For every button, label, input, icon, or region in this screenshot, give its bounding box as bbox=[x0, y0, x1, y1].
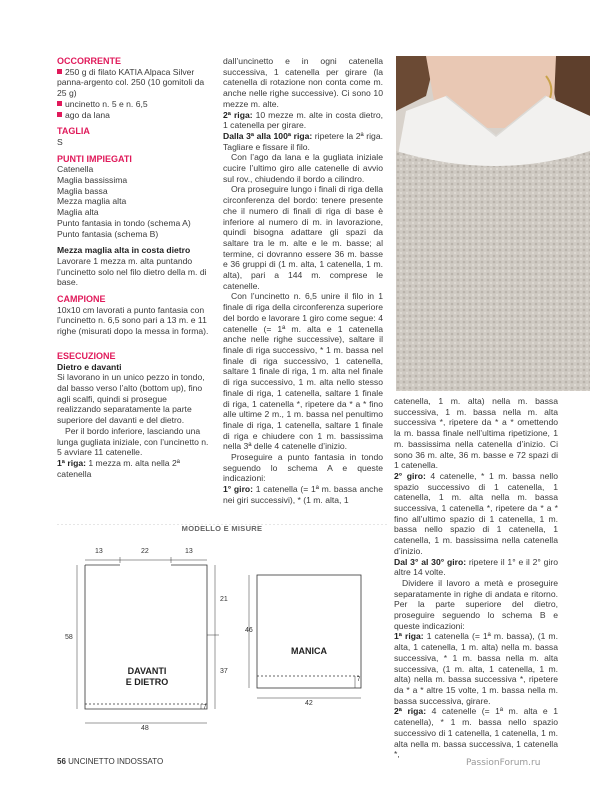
watermark: PassionForum.ru bbox=[466, 758, 541, 768]
stitch-item: Punto fantasia in tondo (schema A) bbox=[57, 217, 191, 228]
measure-label: 58 bbox=[65, 634, 73, 641]
section-heading-punti: PUNTI IMPIEGATI bbox=[57, 153, 132, 164]
left-column bbox=[57, 56, 212, 479]
front-back-label: DAVANTI E DIETRO bbox=[125, 666, 169, 687]
measure-label: 7 bbox=[203, 705, 207, 711]
magazine-title: UNCINETTO INDOSSATO bbox=[68, 757, 164, 766]
paragraph: Proseguire a punto fantasia in tondo seguendo lo schema A e queste indicazioni: bbox=[223, 452, 383, 484]
paragraph: Ora proseguire lungo i finali di riga della circonferenza del bordo: tenere presente che il numero di finali di riga di base è inferiore al numero di m. in lavorazione, quindi bisogna adattare gli spazi da saltare tra le m. alte e le m. basse; al termine, ci dovranno essere 36 m. basse e 36 gruppi di (1 m. alta, 1 catenella, 1 m. alta), pari a 144 m. comprese le catenelle. bbox=[223, 184, 383, 291]
measure-label: 37 bbox=[220, 668, 228, 675]
bullet-square-icon bbox=[57, 69, 62, 74]
paragraph: Con l’uncinetto n. 6,5 unire il filo in 1 finale di riga della circonferenza superiore del bordo e lavorare 1 giro come segue: 4 catenelle (= 1ª m. alta e 1 catenella anche nelle righe successive), saltare il finale di riga successivo, * 1 m. bassa nel finale di riga successivo, 1 catenella, saltare 1 finale di riga, 1 m. alta nel finale di riga successivo, 1 m. alta nello stesso finale di riga, 1 catenella, saltare 1 finale di riga, 1 catenella *, ripetere da * a * fino alle ultime 2 m., 1 m. bassa nel penultimo finale di riga, 1 catenella, saltare 1 finale di riga e chiudere con 1 m. bassissima nella 3ª delle 4 catenelle d’inizio. bbox=[223, 291, 383, 452]
stitch-item: Maglia alta bbox=[57, 207, 99, 218]
schematic-title: MODELLO E MISURE bbox=[181, 524, 263, 533]
section-heading-occorrente: OCCORRENTE bbox=[57, 56, 122, 66]
measure-label: 22 bbox=[141, 548, 149, 555]
stitch-item: Maglia bassa bbox=[57, 185, 108, 196]
paragraph: 1° giro: 1 catenella (= 1ª m. bassa anche nei giri successivi), * (1 m. alta, 1 bbox=[223, 484, 383, 505]
right-column bbox=[394, 396, 558, 760]
stitch-item: Punto fantasia (schema B) bbox=[57, 228, 159, 239]
paragraph: 1ª riga: 1 catenella (= 1ª m. bassa), (1 m. alta, 1 catenella, 1 m. alta) nella m. bassa successiva, * 1 m. bassa nella m. alta successiva, (1 m. alta, 1 catenella, 1 m. alta) nella m. bassa successiva *, ripetere da * a * altre 15 volte, 1 m. bassa nella m. bassa successiva, girare. bbox=[394, 631, 558, 706]
bullet-square-icon bbox=[57, 101, 62, 106]
subheading-mmacd: Mezza maglia alta in costa dietro bbox=[57, 245, 191, 256]
paragraph: Dalla 3ª alla 100ª riga: ripetere la 2ª riga. Tagliare e fissare il filo. bbox=[223, 130, 383, 152]
middle-column bbox=[223, 56, 383, 506]
paragraph: Per il bordo inferiore, lasciando una lunga gugliata iniziale, con l’uncinetto n. 5 avviare 11 catenelle. bbox=[57, 425, 209, 458]
sleeve-label: MANICA bbox=[291, 646, 327, 656]
measure-label: 13 bbox=[185, 548, 193, 555]
schematic-drawing bbox=[57, 524, 387, 742]
stitch-item: Maglia bassissima bbox=[57, 175, 128, 186]
paragraph: 2° giro: 4 catenelle, * 1 m. bassa nello spazio successivo di 1 catenella, 1 catenella, 1 m. alta nella m. bassa successiva, 1 catenella *, ripetere da * a * fino all’ultimo spazio di 1 catenella, 1 m. bassa nello spazio di 1 catenella, 1 catenella, 1 m. bassissima nella catenella d’inizio. bbox=[394, 470, 558, 556]
section-heading-taglia: TAGLIA bbox=[57, 126, 90, 137]
paragraph: 10x10 cm lavorati a punto fantasia con l’uncinetto n. 6,5 sono pari a 13 m. e 11 righe (misurati dopo la messa in forma). bbox=[57, 304, 209, 337]
paragraph: catenella, 1 m. alta) nella m. bassa successiva, 1 m. bassa nella m. alta successiva *, ripetere da * a * omettendo la m. bassa finale nell’ultima ripetizione, 1 m. bassissima nella catenella d’inizio. Ci sono 36 m. alte, 36 m. basse e 72 spazi di 1 catenella. bbox=[394, 396, 558, 471]
stitch-item: Mezza maglia alta bbox=[57, 196, 127, 207]
paragraph: Lavorare 1 mezza m. alta puntando l’uncinetto solo nel filo dietro della m. di base. bbox=[57, 255, 207, 288]
knit-vest-photo bbox=[396, 56, 590, 391]
paragraph: Con l’ago da lana e la gugliata iniziale cucire l’ultimo giro alle catenelle di avvio sul rov., chiudendo il bordo a cilindro. bbox=[223, 152, 383, 184]
measure-label: 48 bbox=[141, 725, 149, 732]
size-value: S bbox=[57, 136, 63, 147]
materials-item: ago da lana bbox=[57, 110, 212, 121]
subheading-dietro-davanti: Dietro e davanti bbox=[57, 361, 122, 372]
section-heading-campione: CAMPIONE bbox=[57, 294, 106, 305]
section-heading-esecuzione: ESECUZIONE bbox=[57, 350, 116, 361]
paragraph: Si lavorano in un unico pezzo in tondo, dal basso verso l’alto (bottom up), fino agli scalfi, quindi si prosegue realizzando separatamente la parte superiore del davanti e del dietro. bbox=[57, 372, 205, 426]
materials-item: uncinetto n. 5 e n. 6,5 bbox=[57, 99, 212, 110]
stitch-item: Catenella bbox=[57, 164, 94, 175]
measure-label: 7 bbox=[357, 677, 361, 683]
measure-label: 42 bbox=[305, 700, 313, 707]
bullet-square-icon bbox=[57, 112, 62, 117]
paragraph: 2ª riga: 4 catenelle (= 1ª m. alta e 1 catenella), * 1 m. bassa nello spazio successivo di 1 catenella, 1 catenella, 1 m. alta nella m. bassa successiva, 1 catenella *, bbox=[394, 706, 558, 760]
paragraph: Dividere il lavoro a metà e proseguire separatamente in righe di andata e ritorno. Per la parte superiore del dietro, proseguire seguendo lo schema B e queste indicazioni: bbox=[394, 577, 558, 631]
materials-item: 250 g di filato KATIA Alpaca Silver panna-argento col. 250 (10 gomitoli da 25 g) bbox=[57, 66, 205, 99]
measure-label: 13 bbox=[95, 548, 103, 555]
page-number: 56 bbox=[57, 757, 66, 766]
paragraph: Dal 3° al 30° giro: ripetere il 1° e il 2° giro altre 14 volte. bbox=[394, 556, 558, 578]
measure-label: 21 bbox=[220, 596, 228, 603]
model-photo bbox=[396, 56, 590, 391]
paragraph: dall’uncinetto e in ogni catenella successiva, 1 catenella per girare (la catenella di rotazione non conta come m. anche nelle righe successive). Ci sono 10 mezze m. alte. bbox=[223, 56, 383, 109]
pattern-schematic bbox=[57, 524, 387, 742]
page-footer bbox=[57, 757, 163, 766]
paragraph: 2ª riga: 10 mezze m. alte in costa dietro, 1 catenella per girare. bbox=[223, 109, 383, 131]
measure-label: 46 bbox=[245, 627, 253, 634]
paragraph: 1ª riga: 1 mezza m. alta nella 2ª catenella bbox=[57, 457, 180, 479]
